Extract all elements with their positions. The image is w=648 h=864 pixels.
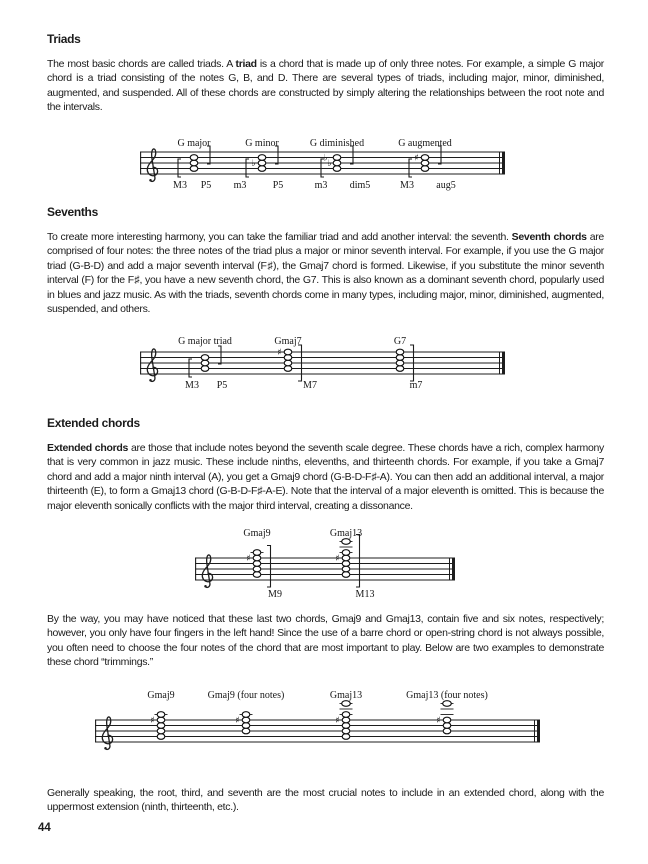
- chord-name-label: G diminished: [309, 138, 365, 149]
- chord: [208, 690, 285, 734]
- notehead: [157, 712, 165, 718]
- chord-name-label: Gmaj13 (four notes): [406, 690, 488, 701]
- notehead: [242, 723, 250, 729]
- sharp-sign: ♯: [335, 716, 340, 726]
- chord-name-label: Gmaj9: [243, 528, 271, 539]
- chord: [178, 336, 232, 391]
- notehead: [190, 166, 198, 172]
- trimmings-staff: [95, 680, 600, 775]
- section-heading-extended-chords: Extended chords: [47, 416, 140, 430]
- notehead: [342, 561, 350, 567]
- chord-name-label: G minor: [245, 138, 279, 149]
- notehead: [342, 539, 351, 545]
- treble-clef-icon: [147, 349, 157, 381]
- chord-name-label: G major: [177, 138, 211, 149]
- interval-label: P5: [272, 180, 284, 191]
- notehead: [421, 166, 429, 172]
- notehead: [342, 701, 351, 707]
- extended-staff: [195, 518, 515, 613]
- bold-term: Seventh chords: [511, 231, 587, 243]
- section-heading-triads: Triads: [47, 32, 81, 46]
- notehead: [443, 701, 452, 707]
- sharp-sign: ♯: [335, 554, 340, 564]
- sharp-sign: ♯: [414, 153, 419, 164]
- notehead: [333, 166, 341, 172]
- chord: [243, 528, 282, 600]
- notehead: [253, 566, 261, 572]
- sharp-sign: ♯: [246, 554, 251, 564]
- sharp-sign: ♯: [436, 716, 441, 726]
- treble-clef-icon: [147, 149, 157, 181]
- notehead: [258, 160, 266, 166]
- sevenths-staff: [140, 312, 565, 407]
- chord-name-label: Gmaj13: [329, 528, 363, 539]
- notehead: [242, 717, 250, 723]
- interval-bracket-right: [356, 535, 360, 588]
- text-run: The most basic chords are called triads. A: [47, 58, 236, 70]
- chord-name-label: G augmented: [398, 138, 452, 149]
- interval-label: M3: [185, 380, 199, 391]
- bold-term: triad: [235, 58, 257, 70]
- notehead: [157, 723, 165, 729]
- chord-name-label: G major triad: [178, 336, 232, 347]
- notehead: [284, 366, 292, 372]
- notehead: [342, 555, 350, 561]
- notehead: [342, 734, 350, 740]
- treble-clef-icon: [202, 555, 212, 587]
- notehead: [443, 728, 451, 734]
- chord: [330, 690, 362, 739]
- triad-types-staff: [140, 112, 565, 207]
- notehead: [333, 160, 341, 166]
- notehead: [396, 360, 404, 366]
- chord: [234, 138, 284, 191]
- notehead: [396, 355, 404, 361]
- interval-label: dim5: [349, 180, 371, 191]
- chord-name-label: Gmaj9: [147, 690, 175, 701]
- notehead: [342, 550, 350, 556]
- flat-sign: ♭: [327, 159, 332, 169]
- sevenths-paragraph: [47, 230, 604, 316]
- notehead: [443, 717, 451, 723]
- interval-bracket-right: [267, 546, 271, 588]
- text-run: are those that include notes beyond the seventh scale degree. These chords have a rich, complex harmony that is very common in jazz music. These include ninths, elevenths, and thirteenth chords. For example, if you take a Gmaj7 chord and add a major ninth interval (A), you get a Gmaj9 chord (G-B-D-F♯-A). You can then add an additional interval, a major thirteenth (E), to form a Gmaj13 chord (G-B-D-F♯-A-E). Note that the interval of a major eleventh is omitted. This is because the major eleventh sonically conflicts with the major third interval, creating a dissonance.: [47, 442, 605, 512]
- chord-name-label: G7: [393, 336, 407, 347]
- notehead: [443, 723, 451, 729]
- text-run: By the way, you may have noticed that these last two chords, Gmaj9 and Gmaj13, contain five and six notes, respectively; however, you only have four fingers in the left hand! Since the use of a barre chord or open-string chord is not always possible, you often need to choose the four notes of the chord that are most important to play. Below are two examples to demonstrate these chord “trimmings.”: [47, 613, 604, 669]
- chord: [147, 690, 174, 739]
- notehead: [157, 728, 165, 734]
- bold-term: Extended chords: [47, 442, 129, 454]
- notehead: [342, 712, 350, 718]
- notehead: [396, 366, 404, 372]
- chord-name-label: Gmaj9 (four notes): [207, 690, 285, 701]
- notehead: [421, 160, 429, 166]
- notehead: [342, 572, 350, 578]
- flat-sign: ♭: [251, 159, 256, 169]
- interval-label: aug5: [436, 180, 456, 191]
- chord: [310, 138, 370, 191]
- chord: [406, 690, 488, 734]
- text-run: is a chord that is made up of only three notes. For example, a simple G major chord is a triad consisting of the notes G, B, and D. There are several types of triads, including major, minor, diminished, augmented, and suspended. All of these chords are constructed by simply altering the relationships between the root note and the intervals.: [47, 58, 604, 114]
- section-heading-sevenths: Sevenths: [47, 205, 98, 219]
- notehead: [342, 717, 350, 723]
- text-run: are comprised of four notes: the three notes of the triad plus a major or minor seventh interval. For example, if you use the G major triad (G-B-D) and add a major seventh interval (F♯), the Gmaj7 chord is formed. Likewise, if you substitute the minor seventh interval (F) for the F♯, you have a new seventh chord, the G7. This is also known as a dominant seventh chord, popularly used in blues and jazz music. As with the triads, seventh chords come in many types, including major, minor, diminished, augmented, suspended, and others.: [47, 231, 604, 316]
- page-number: 44: [38, 822, 51, 834]
- notehead: [253, 555, 261, 561]
- notehead: [242, 712, 250, 718]
- notehead: [201, 355, 209, 361]
- notehead: [157, 734, 165, 740]
- sharp-sign: ♯: [277, 348, 282, 358]
- notehead: [190, 155, 198, 161]
- notehead: [333, 155, 341, 161]
- chord: [398, 138, 456, 191]
- notehead: [242, 728, 250, 734]
- notehead: [258, 155, 266, 161]
- notehead: [253, 561, 261, 567]
- interval-label: m3: [314, 180, 328, 191]
- notehead: [253, 572, 261, 578]
- chord: [274, 336, 317, 391]
- flat-sign: ♭: [323, 153, 328, 164]
- interval-label: m7: [409, 380, 423, 391]
- interval-label: M3: [173, 180, 187, 191]
- interval-label: M9: [268, 589, 282, 600]
- by-the-way-paragraph: [47, 612, 604, 670]
- notehead: [396, 349, 404, 355]
- extended-chords-paragraph: [47, 441, 604, 513]
- sharp-sign: ♯: [235, 716, 240, 726]
- notehead: [342, 566, 350, 572]
- chord: [394, 336, 423, 391]
- closing-paragraph: [47, 786, 604, 815]
- notehead: [284, 360, 292, 366]
- notehead: [253, 550, 261, 556]
- notehead: [190, 160, 198, 166]
- chord-name-label: Gmaj7: [274, 336, 302, 347]
- chord: [173, 138, 211, 191]
- notehead: [342, 728, 350, 734]
- chord: [330, 528, 375, 600]
- interval-label: M7: [303, 380, 317, 391]
- text-run: To create more interesting harmony, you can take the familiar triad and add another interval: the seventh.: [47, 231, 512, 243]
- interval-label: m3: [233, 180, 247, 191]
- notehead: [258, 166, 266, 172]
- text-run: Generally speaking, the root, third, and seventh are the most crucial notes to include in an extended chord, along with the uppermost extension (ninth, thirteenth, etc.).: [47, 787, 604, 814]
- chord-name-label: Gmaj13: [329, 690, 363, 701]
- notehead: [421, 155, 429, 161]
- treble-clef-icon: [102, 717, 112, 749]
- notehead: [157, 717, 165, 723]
- triads-paragraph: [47, 57, 604, 115]
- notehead: [201, 360, 209, 366]
- notehead: [201, 366, 209, 372]
- interval-label: M13: [355, 589, 375, 600]
- notehead: [284, 355, 292, 361]
- interval-label: M3: [400, 180, 414, 191]
- interval-bracket-right: [218, 346, 221, 364]
- interval-label: P5: [200, 180, 212, 191]
- sharp-sign: ♯: [150, 716, 155, 726]
- notehead: [342, 723, 350, 729]
- interval-label: P5: [216, 380, 228, 391]
- notehead: [284, 349, 292, 355]
